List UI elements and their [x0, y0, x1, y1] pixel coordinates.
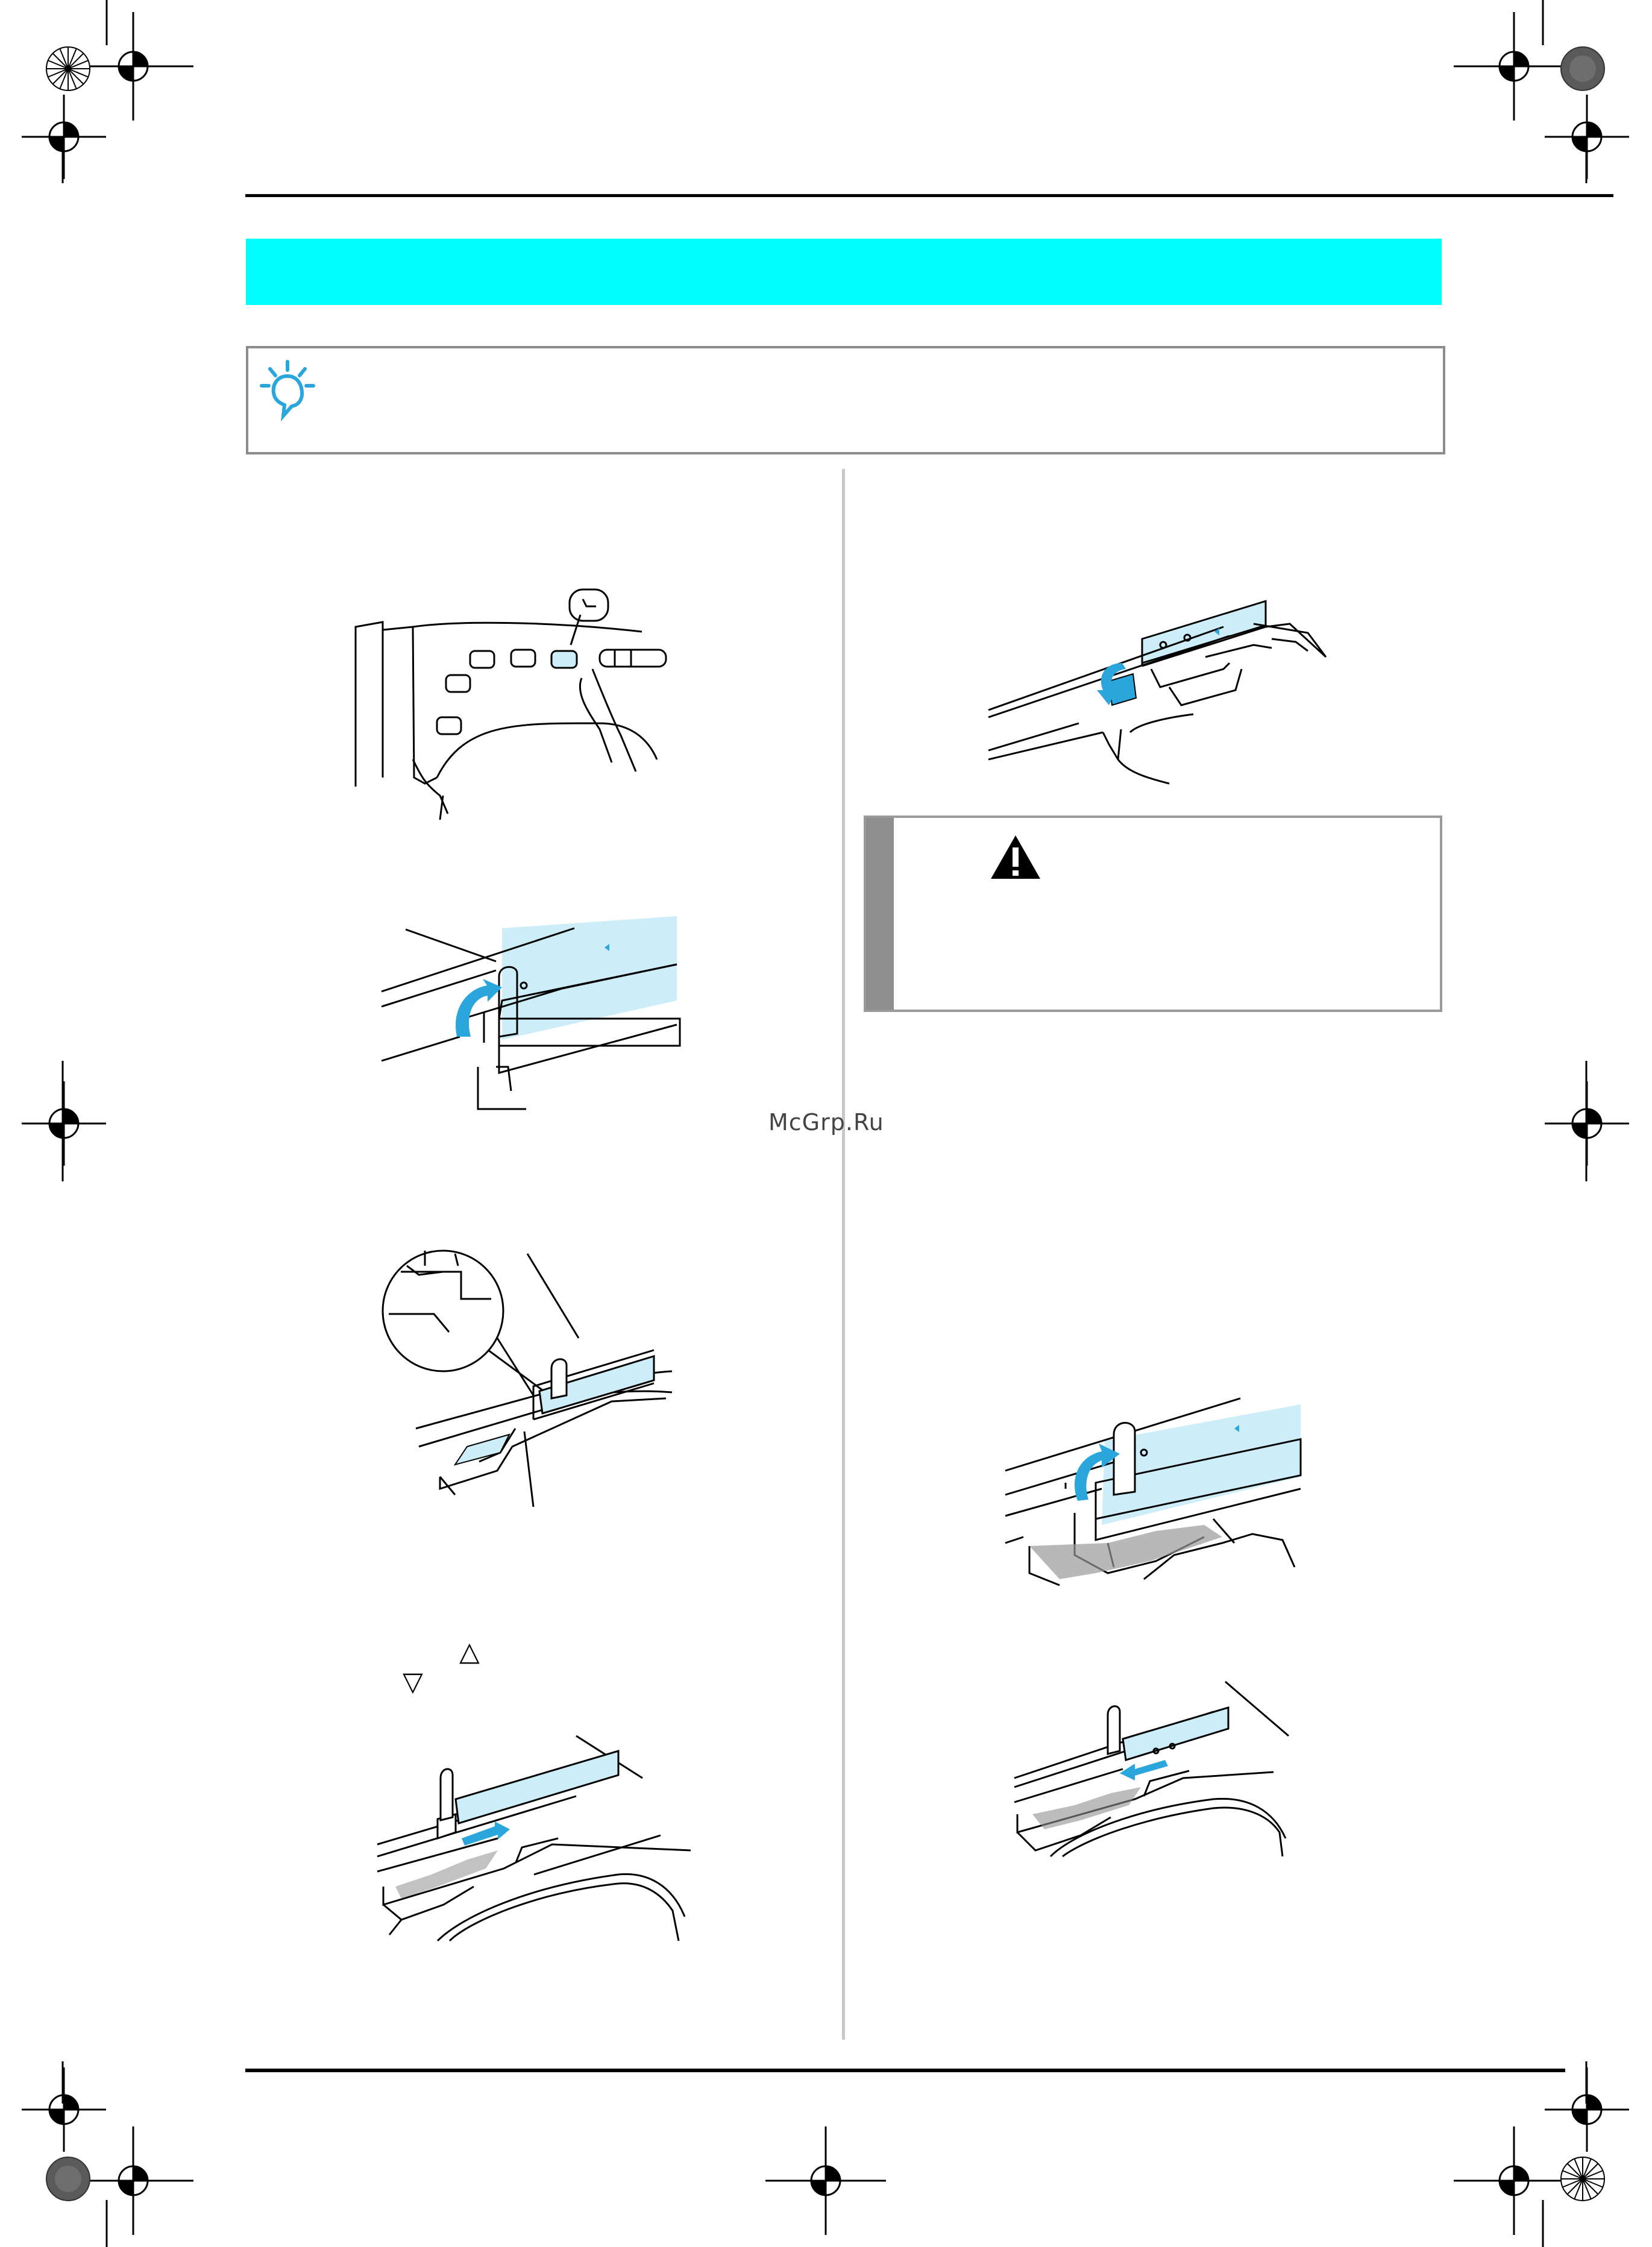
crosshair-registration-icon — [765, 2120, 886, 2241]
lightbulb-note-icon — [259, 359, 325, 426]
crosshair-registration-icon — [4, 1063, 124, 1184]
radial-color-target-icon — [44, 45, 92, 93]
lever-raise-illustration — [382, 916, 683, 1115]
crosshair-registration-icon — [1454, 2120, 1574, 2241]
lever-lower-illustration — [988, 579, 1326, 784]
caution-bar — [866, 818, 894, 1010]
note-box — [246, 346, 1445, 454]
carriage-slide-illustration — [377, 1724, 703, 1947]
radial-color-target-icon — [1559, 45, 1607, 93]
frame-slide-out-illustration — [1014, 1670, 1304, 1856]
caution-box — [864, 816, 1442, 1012]
crosshair-registration-icon — [1527, 77, 1647, 197]
crosshair-registration-icon — [1527, 1063, 1647, 1184]
footer-rule — [245, 2069, 1565, 2072]
watermark-text: McGrp.Ru — [768, 1109, 884, 1136]
triangle-up-icon: △ — [459, 1636, 480, 1667]
frame-attach-magnified-illustration — [371, 1248, 708, 1531]
warning-triangle-icon — [988, 833, 1043, 881]
triangle-down-icon: ▽ — [403, 1667, 423, 1697]
crosshair-registration-icon — [4, 77, 124, 197]
radial-color-target-icon — [44, 2155, 92, 2203]
section-heading-band — [246, 239, 1442, 305]
frame-release-lever-illustration — [1005, 1398, 1307, 1585]
radial-color-target-icon — [1559, 2155, 1607, 2203]
control-panel-illustration — [347, 579, 720, 820]
column-divider — [842, 469, 845, 2040]
header-rule — [245, 194, 1613, 197]
